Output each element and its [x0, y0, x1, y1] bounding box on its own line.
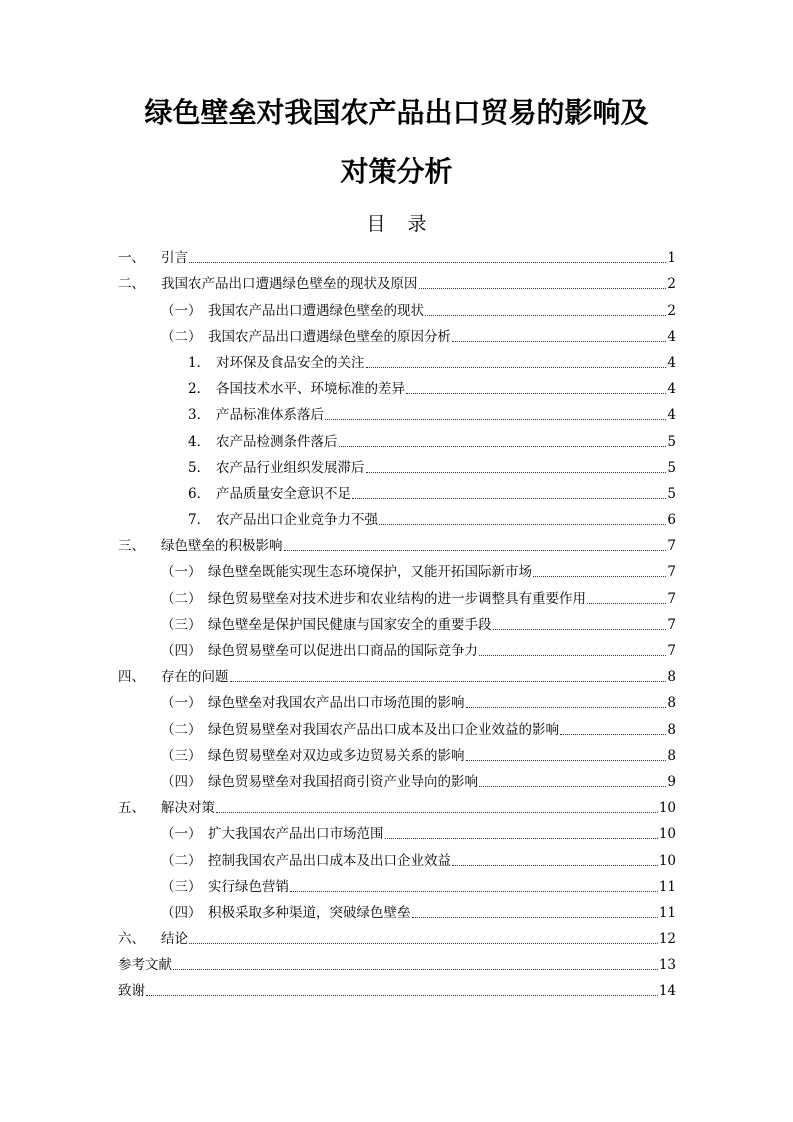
- toc-heading: [0, 211, 793, 237]
- toc-entry[interactable]: [118, 608, 676, 634]
- toc-entry-text: 致谢: [118, 983, 145, 1000]
- toc-entry-text: 绿色壁垒是保护国民健康与国家安全的重要手段: [208, 616, 492, 633]
- toc-entry-number: 二、: [118, 276, 145, 293]
- toc-entry[interactable]: [118, 503, 676, 529]
- toc-entry[interactable]: [118, 451, 676, 477]
- toc-leader-dots: [419, 287, 667, 289]
- toc-entry[interactable]: [118, 948, 676, 974]
- toc-entry-page: 7: [667, 538, 676, 555]
- toc-entry-text: 积极采取多种渠道，突破绿色壁垒: [208, 904, 411, 921]
- toc-leader-dots: [352, 497, 666, 499]
- toc-entry-number: （一）: [161, 695, 202, 712]
- toc-entry-number: 三、: [118, 538, 145, 555]
- toc-leader-dots: [385, 837, 658, 839]
- toc-leader-dots: [560, 733, 666, 735]
- toc-entry[interactable]: [118, 241, 676, 267]
- toc-entry-text: 绿色贸易壁垒对技术进步和农业结构的进一步调整具有重要作用: [208, 590, 586, 607]
- toc-entry-page: 14: [658, 983, 676, 1000]
- toc-entry[interactable]: [118, 739, 676, 765]
- toc-entry-text: 引言: [161, 250, 188, 267]
- toc-leader-dots: [284, 549, 667, 551]
- toc-entry[interactable]: [118, 529, 676, 555]
- toc-leader-dots: [230, 680, 667, 682]
- toc-entry-page: 11: [658, 878, 676, 895]
- toc-entry-number: （四）: [161, 904, 202, 921]
- toc-entry-page: 8: [667, 747, 676, 764]
- toc-leader-dots: [216, 811, 658, 813]
- toc-entry-text: 扩大我国农产品出口市场范围: [208, 826, 384, 843]
- toc-entry-number: 1．: [188, 354, 211, 371]
- toc-leader-dots: [452, 340, 666, 342]
- toc-entry-text: 结论: [161, 931, 188, 948]
- toc-entry-page: 8: [667, 721, 676, 738]
- toc-entry[interactable]: [118, 712, 676, 738]
- toc-leader-dots: [466, 759, 667, 761]
- toc-entry-text: 绿色贸易壁垒对我国招商引资产业导向的影响: [208, 773, 478, 790]
- table-of-contents: [118, 241, 676, 1000]
- toc-entry[interactable]: [118, 843, 676, 869]
- toc-entry-page: 2: [667, 276, 676, 293]
- toc-entry-text: 产品质量安全意识不足: [216, 485, 351, 502]
- toc-entry-page: 2: [667, 302, 676, 319]
- toc-entry-page: 7: [667, 590, 676, 607]
- toc-entry[interactable]: [118, 870, 676, 896]
- toc-entry-page: 5: [667, 433, 676, 450]
- toc-entry-text: 我国农产品出口遭遇绿色壁垒的现状及原因: [161, 276, 418, 293]
- toc-entry-page: 9: [667, 773, 676, 790]
- toc-entry-text: 参考文献: [118, 957, 172, 974]
- toc-entry-number: （二）: [161, 328, 202, 345]
- toc-entry-text: 农产品行业组织发展滞后: [216, 459, 365, 476]
- toc-leader-dots: [412, 916, 658, 918]
- toc-entry-page: 7: [667, 616, 676, 633]
- toc-entry-number: （二）: [161, 852, 202, 869]
- toc-entry-text: 控制我国农产品出口成本及出口企业效益: [208, 852, 451, 869]
- toc-leader-dots: [189, 261, 666, 263]
- toc-entry-page: 1: [667, 250, 676, 267]
- toc-leader-dots: [466, 706, 667, 708]
- toc-entry[interactable]: [118, 791, 676, 817]
- toc-entry-page: 13: [658, 957, 676, 974]
- toc-entry-number: 6．: [188, 485, 211, 502]
- toc-entry-text: 绿色壁垒对我国农产品出口市场范围的影响: [208, 695, 465, 712]
- toc-leader-dots: [366, 471, 667, 473]
- toc-leader-dots: [325, 418, 666, 420]
- toc-entry-page: 4: [667, 407, 676, 424]
- toc-entry-page: 5: [667, 459, 676, 476]
- toc-entry-text: 绿色壁垒既能实现生态环境保护，又能开拓国际新市场: [208, 564, 532, 581]
- toc-entry-number: （二）: [161, 590, 202, 607]
- toc-leader-dots: [452, 864, 658, 866]
- toc-entry-page: 5: [667, 485, 676, 502]
- toc-entry[interactable]: [118, 974, 676, 1000]
- toc-entry[interactable]: [118, 477, 676, 503]
- toc-entry[interactable]: [118, 372, 676, 398]
- toc-entry-number: （一）: [161, 302, 202, 319]
- toc-entry-text: 农产品检测条件落后: [216, 433, 338, 450]
- toc-entry-text: 各国技术水平、环境标准的差异: [216, 381, 405, 398]
- toc-entry-text: 实行绿色营销: [208, 878, 289, 895]
- toc-entry-text: 存在的问题: [161, 669, 229, 686]
- toc-entry-page: 10: [658, 852, 676, 869]
- toc-entry-number: 五、: [118, 800, 145, 817]
- toc-entry[interactable]: [118, 686, 676, 712]
- toc-heading-char-1: 目: [366, 213, 386, 235]
- toc-entry-number: 六、: [118, 931, 145, 948]
- toc-entry[interactable]: [118, 346, 676, 372]
- toc-entry-page: 4: [667, 328, 676, 345]
- toc-leader-dots: [290, 890, 658, 892]
- toc-entry-text: 农产品出口企业竞争力不强: [216, 512, 378, 529]
- toc-entry-page: 12: [658, 931, 676, 948]
- toc-leader-dots: [406, 392, 666, 394]
- toc-entry-page: 7: [667, 643, 676, 659]
- toc-leader-dots: [493, 628, 667, 630]
- toc-entry[interactable]: [118, 267, 676, 293]
- toc-entry-page: 4: [667, 381, 676, 398]
- toc-entry-text: 绿色贸易壁垒对我国农产品出口成本及出口企业效益的影响: [208, 721, 559, 738]
- toc-entry-number: 四、: [118, 669, 145, 686]
- toc-entry-number: 4．: [188, 433, 211, 450]
- toc-leader-dots: [479, 785, 666, 787]
- toc-entry-page: 7: [667, 564, 676, 581]
- toc-entry-number: （三）: [161, 616, 202, 633]
- toc-entry[interactable]: [118, 765, 676, 791]
- toc-entry-number: 3．: [188, 407, 211, 424]
- toc-entry[interactable]: [118, 424, 676, 450]
- toc-leader-dots: [146, 994, 658, 996]
- toc-leader-dots: [479, 654, 666, 656]
- toc-leader-dots: [379, 523, 666, 525]
- toc-entry-number: （二）: [161, 721, 202, 738]
- toc-entry-number: （三）: [161, 747, 202, 764]
- toc-entry-page: 8: [667, 695, 676, 712]
- toc-entry[interactable]: [118, 320, 676, 346]
- toc-entry-text: 对环保及食品安全的关注: [216, 354, 365, 371]
- toc-entry[interactable]: [118, 398, 676, 424]
- toc-entry[interactable]: [118, 555, 676, 581]
- document-title-line-2: 对策分析: [340, 155, 453, 188]
- toc-entry-number: （四）: [161, 773, 202, 790]
- toc-entry-text: 产品标准体系落后: [216, 407, 324, 424]
- toc-entry-page: 8: [667, 669, 676, 686]
- toc-leader-dots: [366, 366, 667, 368]
- toc-entry[interactable]: [118, 922, 676, 948]
- toc-entry-number: （四）: [161, 643, 202, 659]
- toc-entry-number: 7．: [188, 512, 211, 529]
- toc-entry[interactable]: [118, 817, 676, 843]
- toc-entry-text: 绿色贸易壁垒对双边或多边贸易关系的影响: [208, 747, 465, 764]
- toc-entry-page: 10: [658, 826, 676, 843]
- toc-leader-dots: [587, 602, 666, 604]
- toc-entry[interactable]: [118, 896, 676, 922]
- toc-entry-text: 绿色壁垒的积极影响: [161, 538, 283, 555]
- toc-entry-text: 解决对策: [161, 800, 215, 817]
- toc-entry-text: 我国农产品出口遭遇绿色壁垒的原因分析: [208, 328, 451, 345]
- toc-entry-page: 4: [667, 354, 676, 371]
- toc-heading-char-2: 录: [407, 213, 427, 235]
- toc-leader-dots: [533, 575, 666, 577]
- toc-leader-dots: [173, 968, 658, 970]
- document-title-line-1: 绿色壁垒对我国农产品出口贸易的影响及: [144, 96, 649, 129]
- toc-entry-number: 2．: [188, 381, 211, 398]
- toc-entry-number: 一、: [118, 250, 145, 267]
- toc-leader-dots: [189, 942, 658, 944]
- toc-entry-text: 绿色贸易壁垒可以促进出口商品的国际竞争力: [208, 643, 478, 659]
- toc-entry[interactable]: [118, 293, 676, 319]
- toc-entry-page: 11: [658, 904, 676, 921]
- toc-entry-page: 6: [667, 512, 676, 529]
- toc-entry-number: （一）: [161, 564, 202, 581]
- toc-leader-dots: [425, 314, 666, 316]
- toc-entry-number: （一）: [161, 826, 202, 843]
- toc-entry-page: 10: [658, 800, 676, 817]
- toc-entry[interactable]: [118, 660, 676, 686]
- toc-entry-number: （三）: [161, 878, 202, 895]
- toc-entry[interactable]: [118, 581, 676, 607]
- toc-leader-dots: [339, 445, 667, 447]
- toc-entry-text: 我国农产品出口遭遇绿色壁垒的现状: [208, 302, 424, 319]
- toc-entry[interactable]: [118, 634, 676, 660]
- toc-entry-number: 5．: [188, 459, 211, 476]
